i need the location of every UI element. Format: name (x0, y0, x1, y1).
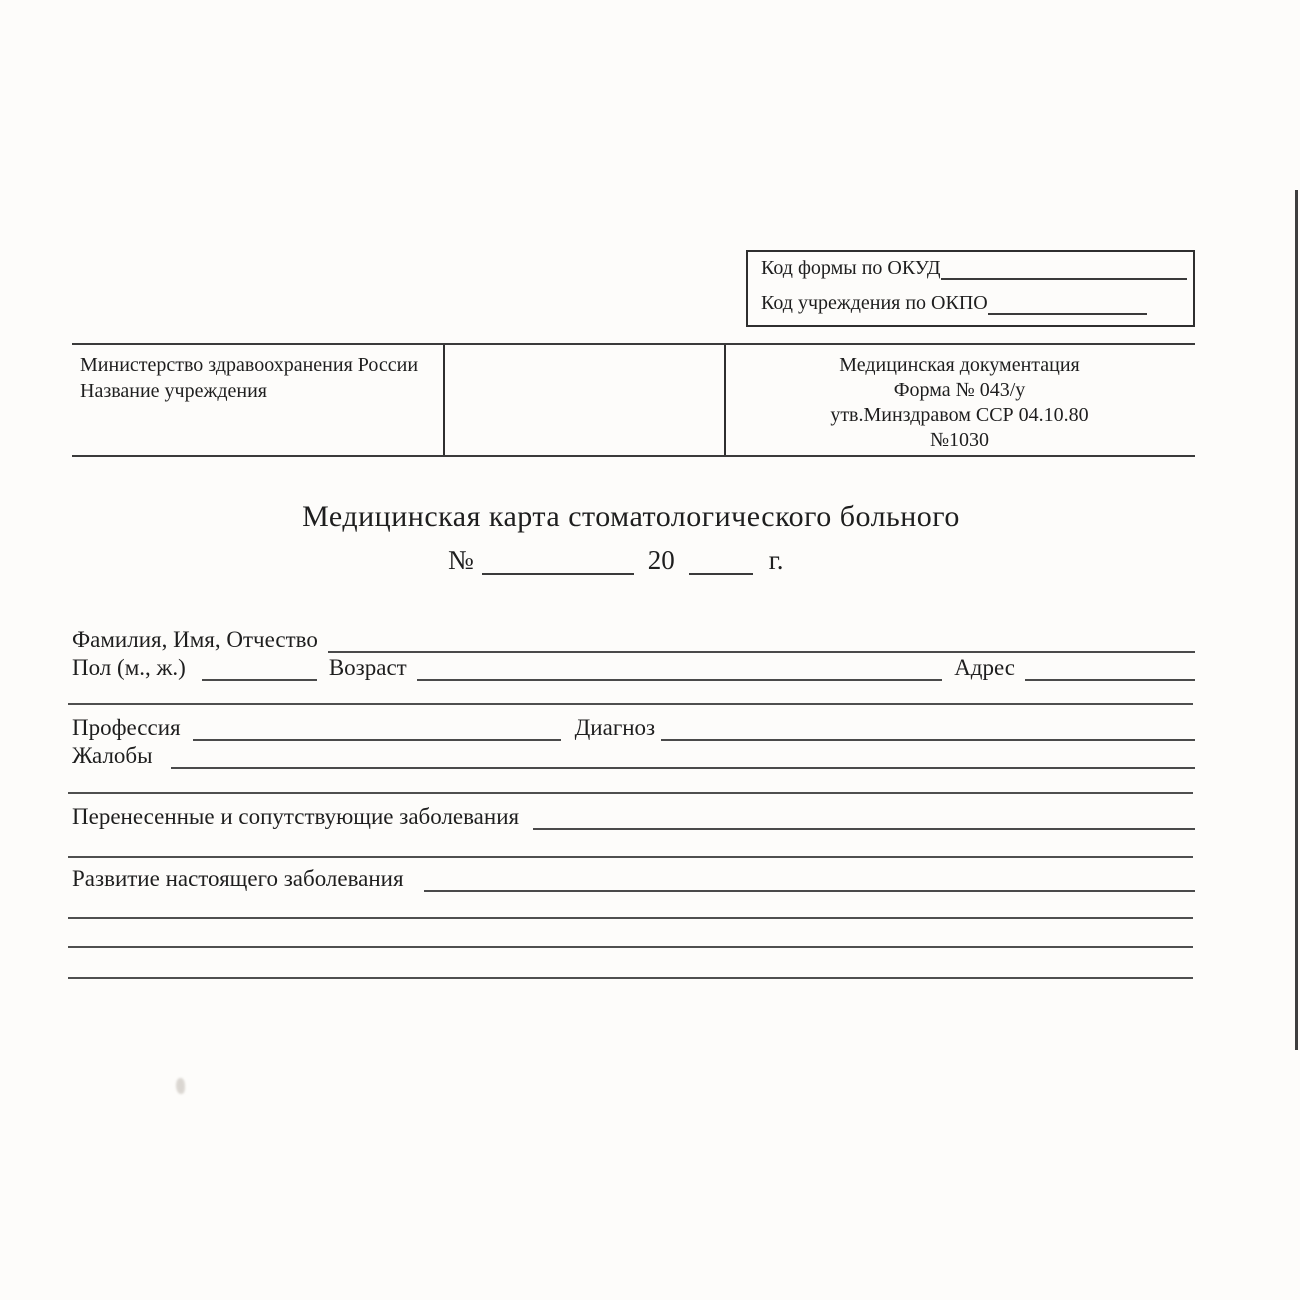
sex-age-address-row (72, 654, 1195, 681)
form-number-line: Форма № 043/у (893, 379, 1026, 401)
header-left-cell (80, 352, 435, 404)
blank-ruled-line-1 (68, 917, 1193, 919)
year-blank-line (689, 541, 753, 575)
order-number-line: №1030 (929, 429, 990, 451)
complaints-row (72, 742, 1195, 769)
disease-development-blank-line (424, 863, 1195, 892)
disease-development-label: Развитие настоящего заболевания (72, 866, 404, 891)
past-diseases-label: Перенесенные и сопутствующие заболевания (72, 804, 520, 829)
okpo-row (761, 289, 1187, 315)
sex-label: Пол (м., ж.) (72, 655, 186, 680)
age-label: Возраст (328, 655, 407, 680)
diagnosis-label: Диагноз (574, 715, 656, 740)
ministry-line: Министерство здравоохранения России (80, 354, 419, 376)
profession-diagnosis-row (72, 714, 1195, 741)
address-label: Адрес (954, 655, 1015, 680)
complaints-continuation-line (68, 792, 1193, 794)
scan-smudge (176, 1078, 185, 1094)
profession-blank-line (193, 712, 561, 741)
year-prefix: 20 (647, 545, 675, 575)
approved-line: утв.Минздравом ССР 04.10.80 (830, 404, 1089, 426)
address-blank-line (1025, 652, 1195, 681)
institution-line: Название учреждения (80, 380, 267, 402)
complaints-blank-line (171, 740, 1195, 769)
disease-development-row (72, 865, 1195, 892)
header-right-cell (724, 353, 1195, 453)
sex-blank-line (202, 652, 317, 681)
code-box (746, 250, 1195, 327)
past-diseases-continuation-line (68, 856, 1193, 858)
card-number-sign: № (448, 545, 474, 575)
blank-ruled-line-2 (68, 946, 1193, 948)
okpo-label: Код учреждения по ОКПО (761, 292, 988, 314)
fio-label: Фамилия, Имя, Отчество (72, 627, 318, 652)
header-table (72, 343, 1195, 457)
address-continuation-line (68, 703, 1193, 705)
scan-edge-shadow (1295, 190, 1298, 1050)
past-diseases-row (72, 803, 1195, 830)
header-divider-1 (443, 345, 445, 455)
past-diseases-blank-line (533, 801, 1195, 830)
blank-ruled-line-3 (68, 977, 1193, 979)
profession-label: Профессия (72, 715, 181, 740)
okpo-blank-line (988, 287, 1147, 315)
age-blank-line (417, 652, 942, 681)
form-title: Медицинская карта стоматологического больного (302, 500, 960, 533)
card-number-blank-line (482, 541, 634, 575)
okud-label: Код формы по ОКУД (761, 257, 941, 279)
okud-blank-line (941, 252, 1187, 280)
card-number-row (448, 543, 784, 575)
doc-type-line: Медицинская документация (839, 354, 1080, 376)
year-suffix: г. (768, 545, 784, 575)
fio-blank-line (328, 624, 1195, 653)
diagnosis-blank-line (661, 712, 1195, 741)
complaints-label: Жалобы (72, 743, 153, 768)
okud-row (761, 254, 1187, 280)
fio-row (72, 626, 1195, 653)
